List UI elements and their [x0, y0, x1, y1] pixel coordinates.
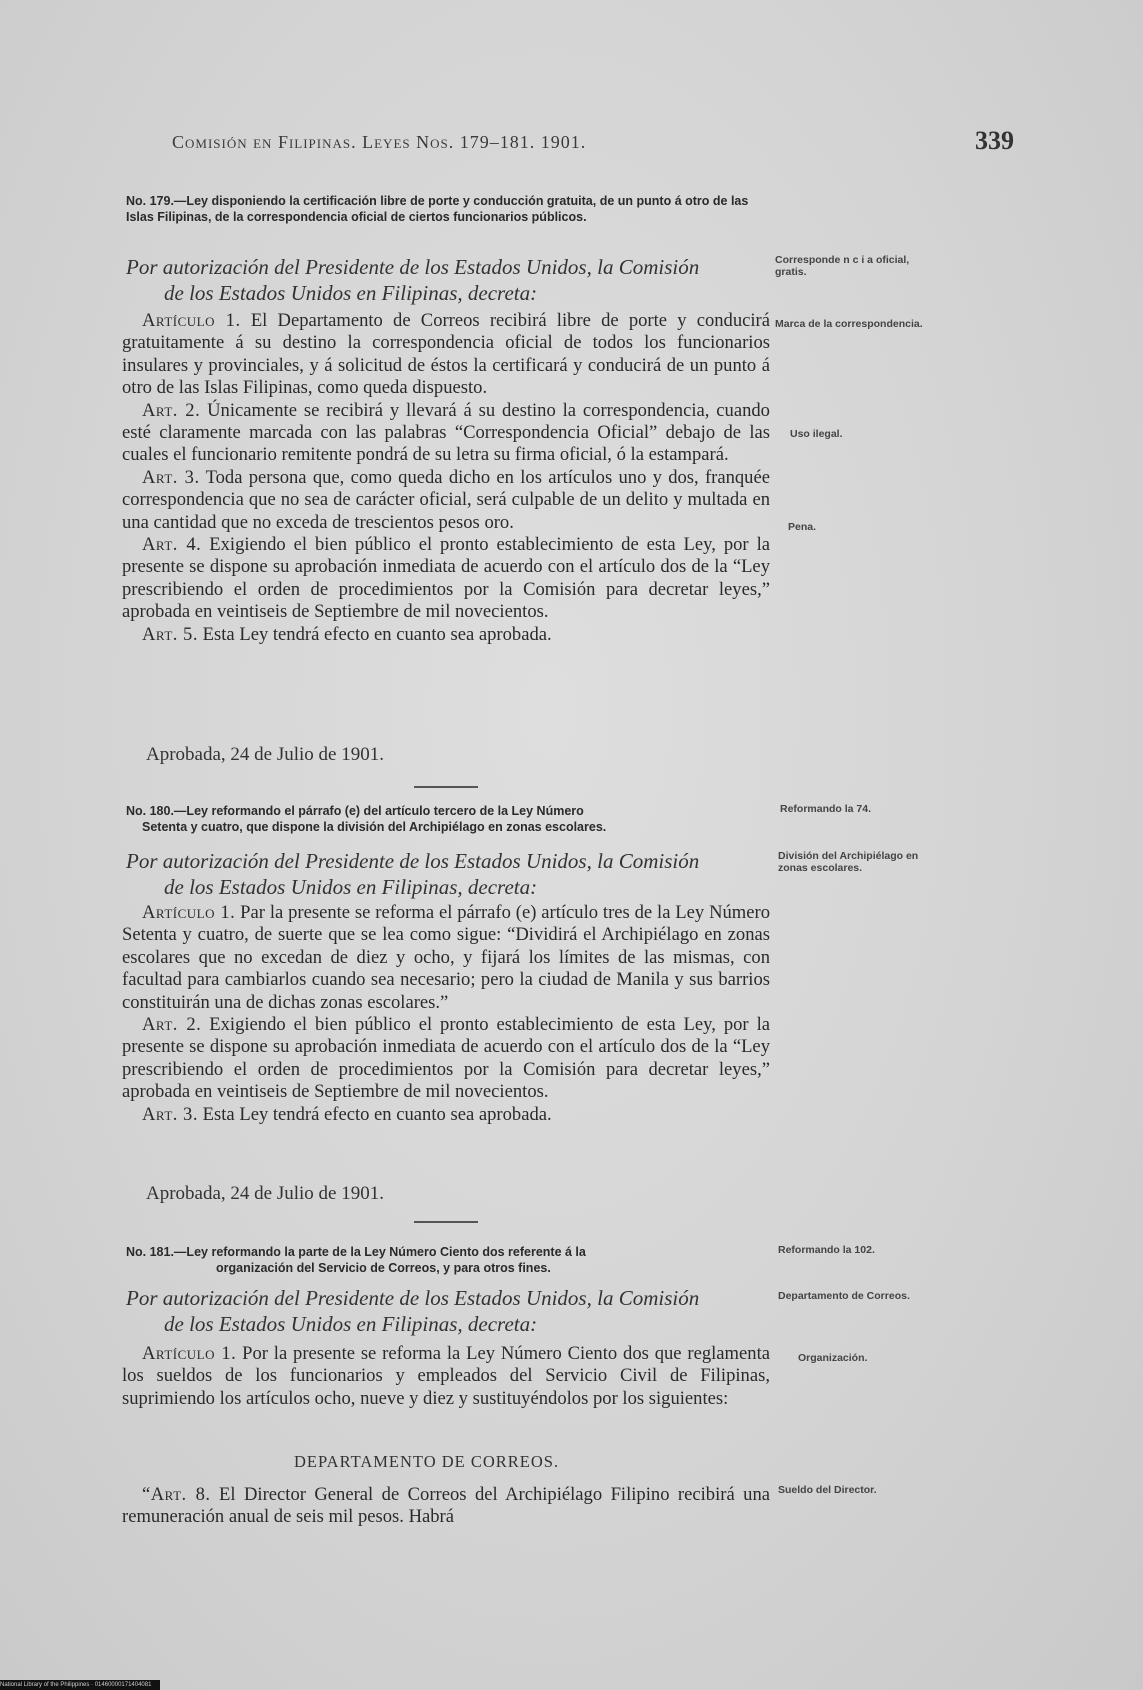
article-text: Par la presente se reforma el párrafo (e) artículo tres de la Ley Número Setenta y cuatro, de suerte que se lea como sigue: “Dividirá el Archipiélago en zonas escolares que no excedan de diez y ocho, y fijará los límites de las mismas, con facultad para cambiarlos cuando sea necesario; pero la ciudad de Manila y sus barrios constituirán una de dichas zonas escolares.”: [122, 902, 771, 1013]
divider: [414, 786, 478, 788]
law-179-art-2: [122, 400, 770, 467]
margin-note: Corresponde n c i a oficial, gratis.: [775, 254, 910, 278]
law-181-art-8-paragraph: [122, 1484, 770, 1529]
divider: [414, 1221, 478, 1223]
article-label: Artículo 1.: [142, 310, 241, 331]
footer-strip: National Library of the Philippines · 01460000171404081: [0, 1680, 160, 1690]
section-heading: DEPARTAMENTO DE CORREOS.: [294, 1452, 560, 1471]
enact-line-2: de los Estados Unidos en Filipinas, decreta:: [164, 1312, 538, 1336]
article-text: Esta Ley tendrá efecto en cuanto sea aprobada.: [202, 1103, 552, 1125]
title-line-2: Setenta y cuatro, que dispone la división del Archipiélago en zonas escolares.: [142, 820, 607, 834]
article-label: Artículo 1.: [142, 1343, 237, 1364]
law-180-approved: Aprobada, 24 de Julio de 1901.: [146, 1183, 384, 1204]
article-text: Esta Ley tendrá efecto en cuanto sea aprobada.: [202, 623, 552, 645]
article-label: Art. 3.: [142, 466, 200, 488]
law-179-body: [122, 310, 770, 646]
article-label: Art. 4.: [142, 534, 202, 556]
law-179-approved: Aprobada, 24 de Julio de 1901.: [146, 744, 384, 765]
margin-note: Organización.: [798, 1352, 868, 1364]
law-179-art-4: [122, 534, 770, 624]
title-line-2: organización del Servicio de Correos, y para otros fines.: [216, 1261, 551, 1275]
law-180-art-1: [122, 902, 770, 1014]
article-text: Toda persona que, como queda dicho en los artículos uno y dos, franquée correspondencia que no sea de carácter oficial, será culpable de un delito y multada en una cantidad que no exceda de trescientos pesos oro.: [122, 466, 770, 533]
running-head: Comisión en Filipinas. Leyes Nos. 179–181. 1901.: [172, 132, 587, 152]
margin-note: Reformando la 102.: [778, 1244, 875, 1256]
enact-line-1: Por autorización del Presidente de los Estados Unidos, la Comisión: [126, 1286, 700, 1310]
article-text: Exigiendo el bien público el pronto establecimiento de esta Ley, por la presente se dispone su aprobación inmediata de acuerdo con el artículo dos de la “Ley prescribiendo el orden de procedimientos por la Comisión para decretar leyes,” aprobada en veintiseis de Septiembre de mil novecientos.: [122, 534, 770, 623]
enact-line-1: Por autorización del Presidente de los Estados Unidos, la Comisión: [126, 849, 700, 873]
article-label: Art. 2.: [142, 1014, 202, 1036]
article-text: Exigiendo el bien público el pronto establecimiento de esta Ley, por la presente se dispone su aprobación inmediata de acuerdo con el artículo dos de la “Ley prescribiendo el orden de procedimientos por la Comisión para decretar leyes,” aprobada en veintiseis de Septiembre de mil novecientos.: [122, 1014, 770, 1103]
law-179-art-1: [122, 310, 770, 400]
law-180-body: [122, 902, 770, 1126]
margin-note: Reformando la 74.: [780, 803, 872, 815]
margin-note: Uso ilegal.: [790, 428, 843, 440]
law-181-art-8: [122, 1484, 770, 1529]
law-180-art-3: [122, 1104, 770, 1126]
enact-line-2: de los Estados Unidos en Filipinas, decreta:: [164, 281, 538, 305]
enact-line-2: de los Estados Unidos en Filipinas, decreta:: [164, 875, 538, 899]
enact-line-1: Por autorización del Presidente de los Estados Unidos, la Comisión: [126, 255, 700, 279]
article-label: Art. 2.: [142, 399, 201, 421]
law-179-art-3: [122, 467, 770, 534]
title-line-1: No. 181.—Ley reformando la parte de la Ley Número Ciento dos referente á la: [126, 1245, 586, 1259]
margin-note: Sueldo del Director.: [778, 1484, 877, 1496]
law-181-title: [126, 1244, 786, 1276]
law-179-art-5: [122, 624, 770, 646]
article-text: El Director General de Correos del Archipiélago Filipino recibirá una remuneración anual de seis mil pesos. Habrá: [122, 1484, 770, 1528]
article-text: Por la presente se reforma la Ley Número Ciento dos que reglamenta los sueldos de los funcionarios y empleados del Servicio Civil de Filipinas, suprimiendo los artículos ocho, nueve y diez y sustituyéndolos por los siguientes:: [122, 1343, 770, 1409]
article-text: Únicamente se recibirá y llevará á su destino la correspondencia, cuando esté claramente marcada con las palabras “Correspondencia Oficial” debajo de las cuales el funcionario remitente pondrá de su letra su firma oficial, ó la estampará.: [122, 399, 770, 466]
law-180-title: [126, 803, 786, 835]
margin-note: Marca de la correspondencia.: [775, 318, 923, 330]
article-label: Artículo 1.: [142, 902, 236, 923]
law-181-enacting-clause: [126, 1285, 771, 1337]
law-179-enacting-clause: [126, 254, 771, 306]
law-180-enacting-clause: [126, 848, 771, 900]
article-label: Art. 3.: [142, 1103, 199, 1125]
law-181-body: [122, 1343, 770, 1410]
law-179-title: No. 179.—Ley disponiendo la certificación libre de porte y conducción gratuita, de un punto á otro de las Islas Filipinas, de la correspondencia oficial de ciertos funcionarios públicos.: [126, 194, 749, 224]
law-181-art-1: [122, 1343, 770, 1410]
title-line-1: No. 180.—Ley reformando el párrafo (e) del artículo tercero de la Ley Número: [126, 804, 584, 818]
page-number: 339: [975, 126, 1014, 155]
article-text: El Departamento de Correos recibirá libre de porte y conducirá gratuitamente á su destino la correspondencia oficial de todos los funcionarios insulares y provinciales, y á solicitud de éstos la certificará y conducirá de un punto á otro de las Islas Filipinas, como queda dispuesto.: [122, 310, 771, 399]
margin-note: Departamento de Correos.: [778, 1290, 910, 1302]
law-180-art-2: [122, 1014, 770, 1104]
article-label: Art. 5.: [142, 623, 199, 645]
article-label: “Art. 8.: [142, 1484, 211, 1505]
margin-note: División del Archipiélago en zonas escolares.: [778, 850, 919, 874]
margin-note: Pena.: [788, 521, 817, 533]
